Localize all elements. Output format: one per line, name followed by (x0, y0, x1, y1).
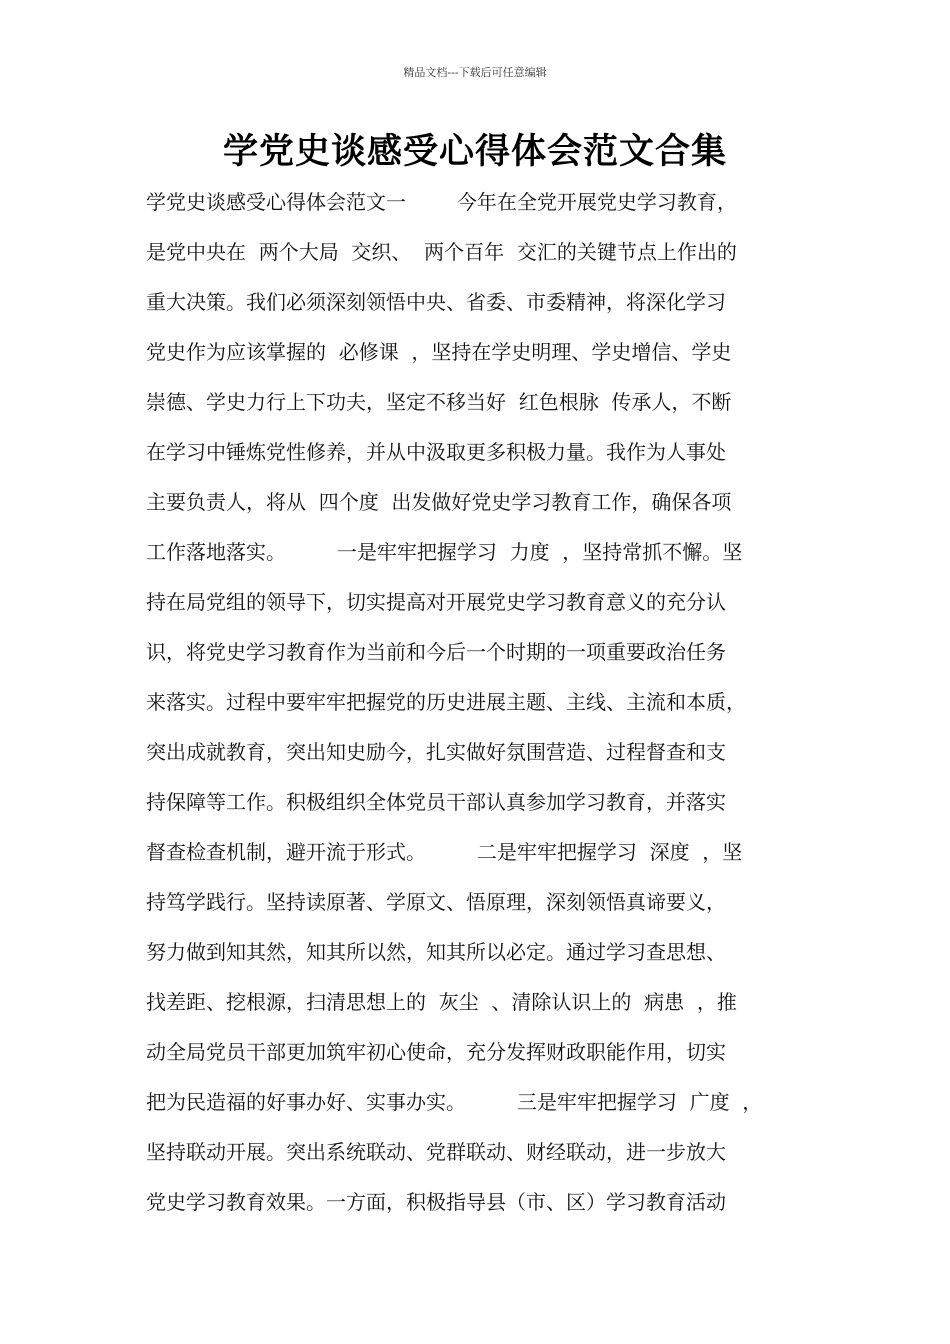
body-line: 来落实。过程中要牢牢把握党的历史进展主题、主线、主流和本质， (146, 690, 746, 714)
body-line: 重大决策。我们必须深刻领悟中央、省委、市委精神，将深化学习 (146, 290, 726, 314)
body-line: 持保障等工作。积极组织全体党员干部认真参加学习教育，并落实 (146, 790, 726, 814)
body-line: 持在局党组的领导下，切实提高对开展党史学习教育意义的充分认 (146, 590, 726, 614)
body-line: 动全局党员干部更加筑牢初心使命，充分发挥财政职能作用，切实 (146, 1040, 726, 1064)
body-line: 突出成就教育，突出知史励今，扎实做好氛围营造、过程督查和支 (146, 740, 726, 764)
body-line: 在学习中锤炼党性修养，并从中汲取更多积极力量。我作为人事处 (146, 440, 726, 464)
body-line: 持笃学践行。坚持读原著、学原文、悟原理，深刻领悟真谛要义， (146, 890, 726, 914)
document-title: 学党史谈感受心得体会范文合集 (222, 131, 727, 172)
body-line: 主要负责人，将从 四个度 出发做好党史学习教育工作，确保各项 (146, 490, 732, 514)
document-body (146, 177, 836, 1227)
body-line: 学党史谈感受心得体会范文一 今年在全党开展党史学习教育， (146, 190, 737, 214)
page-header-note: 精品文档---下载后可任意编辑 (403, 66, 547, 79)
body-line: 把为民造福的好事办好、实事办实。 三是牢牢把握学习 广度 ， (146, 1090, 763, 1114)
body-line: 工作落地落实。 一是牢牢把握学习 力度 ，坚持常抓不懈。坚 (146, 540, 743, 564)
body-line: 找差距、挖根源，扫清思想上的 灰尘 、清除认识上的 病患 ，推 (146, 990, 737, 1014)
body-line: 督查检查机制，避开流于形式。 二是牢牢把握学习 深度 ，坚 (146, 840, 743, 864)
body-line: 党史作为应该掌握的 必修课 ，坚持在学史明理、学史增信、学史 (146, 340, 732, 364)
body-line: 是党中央在 两个大局 交织、 两个百年 交汇的关键节点上作出的 (146, 240, 737, 264)
body-line: 坚持联动开展。突出系统联动、党群联动、财经联动，进一步放大 (146, 1140, 726, 1164)
body-line: 崇德、学史力行上下功夫，坚定不移当好 红色根脉 传承人，不断 (146, 390, 732, 414)
body-line: 识，将党史学习教育作为当前和今后一个时期的一项重要政治任务 (146, 640, 726, 664)
body-line: 党史学习教育效果。一方面，积极指导县（市、区）学习教育活动 (146, 1190, 726, 1214)
body-line: 努力做到知其然，知其所以然，知其所以必定。通过学习查思想、 (146, 940, 726, 964)
